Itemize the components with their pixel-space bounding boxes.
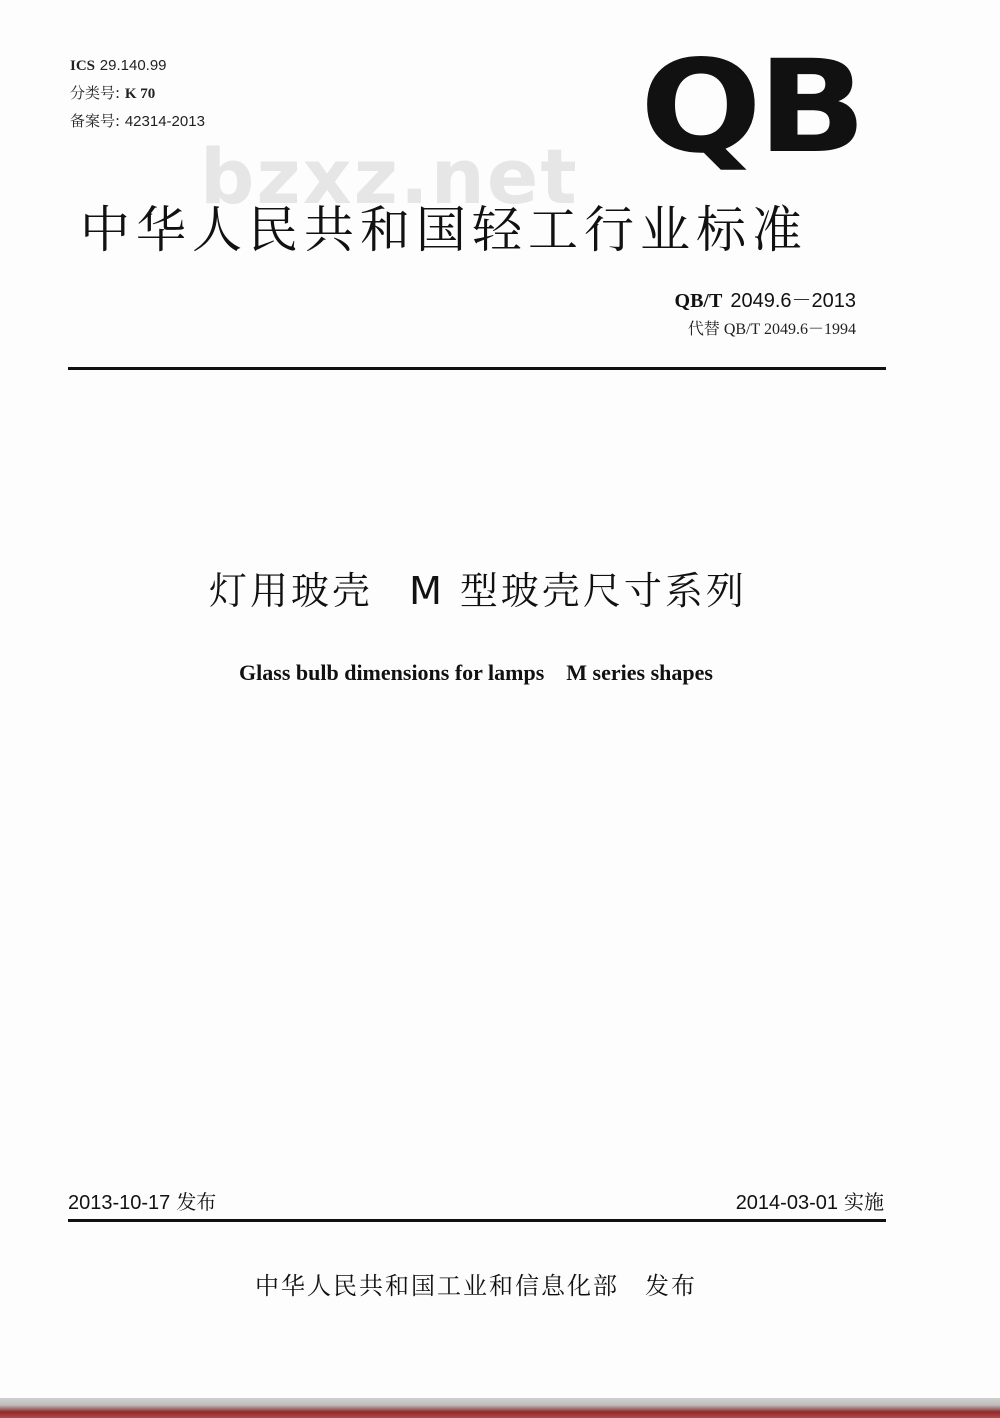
ics-label: ICS [70,58,96,74]
issue-date-line [68,1186,216,1215]
title-english-part1: Glass bulb dimensions for lamps [239,660,545,685]
issue-date: 2013-10-17 [68,1192,171,1214]
record-value: 42314-2013 [124,113,205,130]
effective-date: 2014-03-01 [735,1192,838,1214]
standard-number-value: 2049.6－2013 [730,290,856,312]
class-label: 分类号: [70,84,121,102]
top-divider [68,367,886,370]
class-value: K 70 [124,86,156,102]
ics-value: 29.140.99 [99,57,167,74]
title-chinese-part2: M 型玻壳尺寸系列 [409,569,747,613]
effective-label: 实施 [844,1190,884,1214]
watermark: bzxz.net [200,132,579,221]
issuer-name: 中华人民共和国工业和信息化部 [255,1272,619,1300]
classification-block [70,52,205,135]
title-chinese-part1: 灯用玻壳 [209,569,374,613]
record-line [70,108,205,135]
bottom-edge-strip [0,1398,1000,1418]
standard-number [675,284,856,313]
main-title: 中华人民共和国轻工行业标准 [80,201,808,259]
class-line [70,80,205,108]
ics-line [70,52,205,80]
title-english-part2: M series shapes [566,660,713,685]
title-english [0,660,952,686]
title-chinese [0,560,956,615]
effective-date-line [736,1186,884,1215]
issue-label: 发布 [176,1190,217,1214]
qb-logo: QB [640,33,863,182]
standard-code: QB/T [674,290,723,312]
bottom-divider [68,1219,886,1222]
issuer-line [0,1266,952,1301]
record-label: 备案号: [70,112,121,130]
issuer-label: 发布 [645,1272,697,1300]
replaces-standard: 代替 QB/T 2049.6－1994 [687,321,856,338]
